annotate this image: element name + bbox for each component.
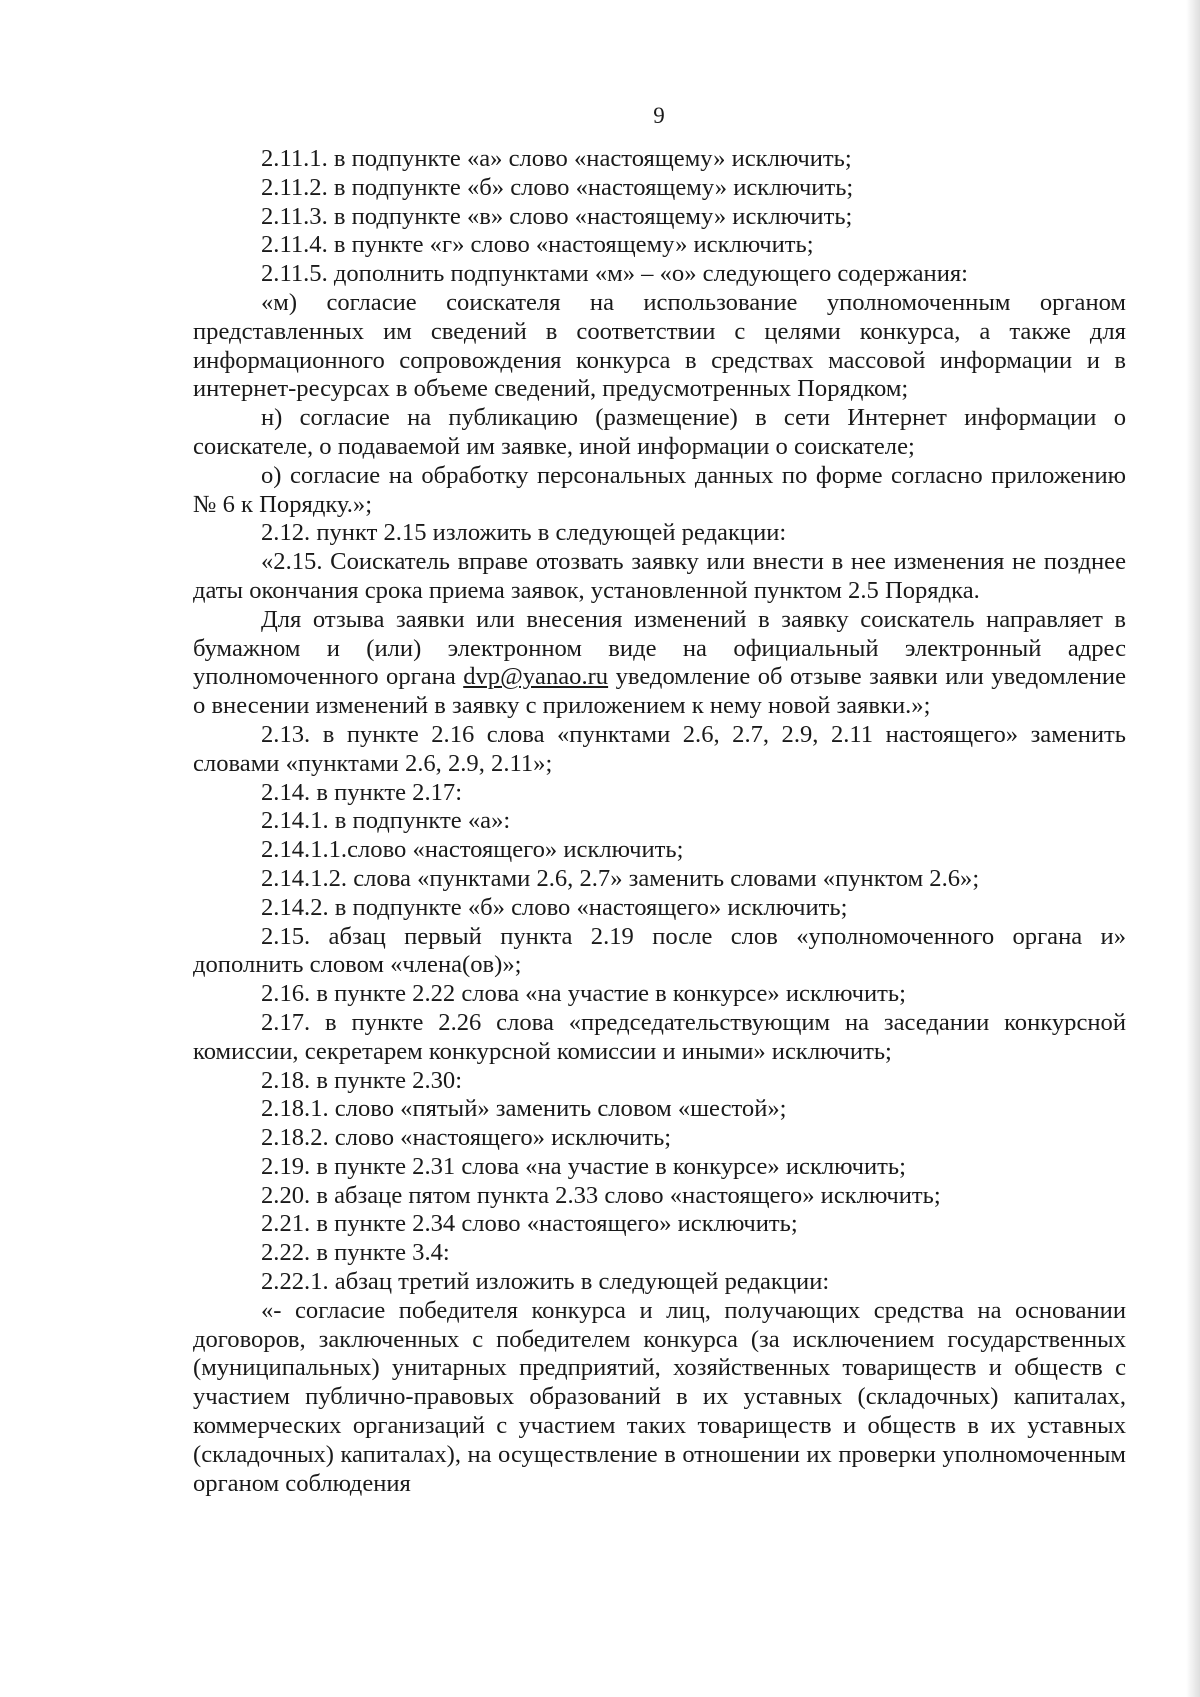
paragraph-2-11-4: 2.11.4. в пункте «г» слово «настоящему» исключить; — [261, 231, 814, 259]
page-number: 9 — [653, 103, 665, 128]
paragraph-2-11-1: 2.11.1. в подпункте «а» слово «настоящему» исключить; — [261, 145, 852, 172]
paragraph-2-15: 2.15. абзац первый пункта 2.19 после слов «уполномоченного органа и» дополнить словом «члена(ов)»; — [193, 922, 1126, 979]
paragraph-2-11-2: 2.11.2. в подпункте «б» слово «настоящему» исключить; — [261, 173, 854, 201]
paragraph-2-22-1: 2.22.1. абзац третий изложить в следующей редакции: — [261, 1268, 830, 1296]
paragraph-2-22: 2.22. в пункте 3.4: — [261, 1239, 450, 1267]
paragraph-2-18: 2.18. в пункте 2.30: — [261, 1066, 463, 1094]
paragraph-2-13: 2.13. в пункте 2.16 слова «пунктами 2.6, 2.7, 2.9, 2.11 настоящего» заменить словами «пунктами 2.6, 2.9, 2.11»; — [193, 720, 1126, 777]
paragraph-subitem-m: «м) согласие соискателя на использование уполномоченным органом представленных им сведений в соответствии с целями конкурса, а также для информационного сопровождения конкурса в средствах массовой информации и в интернет-ресурсах в объеме сведений, предусмотренных Порядком; — [193, 288, 1126, 403]
paragraph-2-14-1: 2.14.1. в подпункте «а»: — [261, 807, 511, 835]
page-edge-shadow — [1186, 0, 1200, 1697]
document-body — [193, 145, 1126, 1498]
paragraph-2-15-quote: «2.15. Соискатель вправе отозвать заявку или внести в нее изменения не позднее даты окончания срока приема заявок, установленной пунктом 2.5 Порядка. — [193, 548, 1126, 604]
paragraph-2-14-1-2: 2.14.1.2. слова «пунктами 2.6, 2.7» заменить словами «пунктом 2.6»; — [261, 864, 980, 892]
paragraph-2-12: 2.12. пункт 2.15 изложить в следующей редакции: — [261, 519, 787, 547]
paragraph-2-20: 2.20. в абзаце пятом пункта 2.33 слово «настоящего» исключить; — [261, 1181, 941, 1209]
paragraph-2-17: 2.17. в пункте 2.26 слова «председательствующим на заседании конкурсной комиссии, секретарем конкурсной комиссии и иными» исключить; — [193, 1008, 1126, 1065]
paragraph-2-11-3: 2.11.3. в подпункте «в» слово «настоящему» исключить; — [261, 202, 853, 230]
paragraph-2-18-1: 2.18.1. слово «пятый» заменить словом «шестой»; — [261, 1095, 787, 1123]
paragraph-2-14-1-1: 2.14.1.1.слово «настоящего» исключить; — [261, 836, 684, 864]
paragraph-2-14: 2.14. в пункте 2.17: — [261, 778, 463, 806]
paragraph-2-16: 2.16. в пункте 2.22 слова «на участие в конкурсе» исключить; — [261, 980, 906, 1008]
paragraph-withdrawal — [193, 606, 1126, 721]
paragraph-2-18-2: 2.18.2. слово «настоящего» исключить; — [261, 1124, 672, 1152]
paragraph-2-14-2: 2.14.2. в подпункте «б» слово «настоящего» исключить; — [261, 893, 848, 921]
paragraph-withdrawal-text-before: Для отзыва заявки или внесения изменений в заявку соискатель направляет в бумажном и (или) электронном виде на официальный электронный адрес уполномоченного органа — [193, 605, 1126, 691]
paragraph-consent-quote: «- согласие победителя конкурса и лиц, получающих средства на основании договоров, заключенных с победителем конкурса (за исключением государственных (муниципальных) унитарных предприятий, хозяйственных товариществ и обществ с участием публично-правовых образований в их уставных (складочных) капиталах, коммерческих организаций с участием таких товариществ и обществ в их уставных (складочных) капиталах), на осуществление в отношении их проверки уполномоченным органом соблюдения — [193, 1296, 1126, 1497]
paragraph-2-19: 2.19. в пункте 2.31 слова «на участие в конкурсе» исключить; — [261, 1152, 906, 1180]
paragraph-withdrawal-text-after: уведомление об отзыве заявки или уведомление о внесении изменений в заявку с приложением к нему новой заявки.»; — [193, 663, 1126, 720]
paragraph-2-11-5: 2.11.5. дополнить подпунктами «м» – «о» следующего содержания: — [261, 260, 968, 288]
paragraph-subitem-n: н) согласие на публикацию (размещение) в сети Интернет информации о соискателе, о подаваемой им заявке, иной информации о соискателе; — [193, 404, 1126, 460]
email-link[interactable]: dvp@yanao.ru — [463, 663, 609, 691]
paragraph-subitem-o: о) согласие на обработку персональных данных по форме согласно приложению № 6 к Порядку.»; — [193, 461, 1126, 518]
paragraph-2-21: 2.21. в пункте 2.34 слово «настоящего» исключить; — [261, 1210, 798, 1238]
